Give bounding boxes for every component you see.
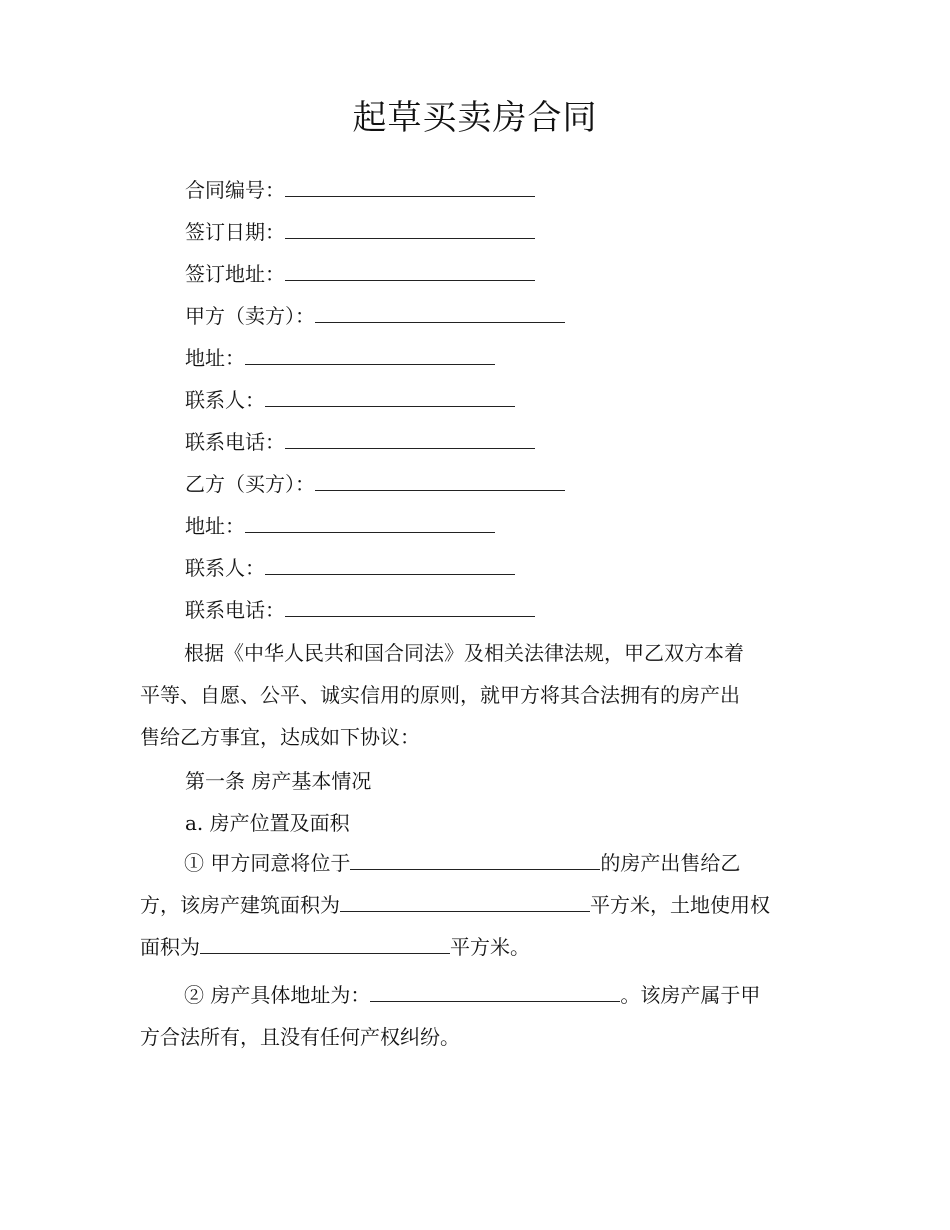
intro-line: 根据《中华人民共和国合同法》及相关法律法规，甲乙双方本着: [184, 641, 744, 665]
item-line: [140, 842, 805, 884]
intro-line: 售给乙方事宜，达成如下协议：: [140, 725, 420, 749]
field-label: 乙方（买方）：: [185, 472, 315, 496]
blank-line: [265, 554, 515, 575]
field-sign-date: [185, 218, 535, 245]
item-text: 面积为: [140, 935, 200, 959]
blank-line: [285, 176, 535, 197]
item-2-paragraph: [140, 974, 805, 1058]
intro-paragraph: [140, 632, 805, 758]
item-text: 。该房产属于甲: [620, 983, 761, 1007]
field-label: 联系人：: [185, 556, 265, 580]
field-party-a-address: [185, 344, 495, 371]
field-party-b: [185, 470, 565, 497]
intro-line: 平等、自愿、公平、诚实信用的原则，就甲方将其合法拥有的房产出: [140, 683, 740, 707]
field-label: 联系人：: [185, 388, 265, 412]
item-text: 的房产出售给乙: [600, 851, 741, 875]
blank-line: [200, 933, 450, 954]
blank-line: [285, 428, 535, 449]
article-heading: 第一条 房产基本情况: [185, 769, 372, 793]
document-title: 起草买卖房合同: [352, 98, 598, 138]
subsection-heading: a. 房产位置及面积: [185, 811, 350, 835]
field-sign-address: [185, 260, 535, 287]
blank-line: [265, 386, 515, 407]
blank-line: [245, 344, 495, 365]
field-party-a-phone: [185, 428, 535, 455]
item-1-paragraph: [140, 842, 805, 968]
item-text: 方，该房产建筑面积为: [140, 893, 340, 917]
blank-line: [315, 302, 565, 323]
item-text: 平方米，土地使用权: [590, 893, 770, 917]
blank-line: [245, 512, 495, 533]
field-label: 地址：: [185, 514, 245, 538]
field-label: 甲方（卖方）：: [185, 304, 315, 328]
blank-line: [285, 260, 535, 281]
field-label: 签订地址：: [185, 262, 285, 286]
blank-line: [350, 849, 600, 870]
field-contract-number: [185, 176, 535, 203]
field-label: 地址：: [185, 346, 245, 370]
field-label: 联系电话：: [185, 430, 285, 454]
field-party-b-address: [185, 512, 495, 539]
item-text: 平方米。: [450, 935, 530, 959]
blank-line: [340, 891, 590, 912]
field-label: 联系电话：: [185, 598, 285, 622]
blank-line: [285, 596, 535, 617]
item-text: ① 甲方同意将位于: [184, 851, 351, 875]
item-line: [140, 884, 805, 926]
field-label: 合同编号：: [185, 178, 285, 202]
field-party-b-contact: [185, 554, 515, 581]
item-line: [140, 974, 805, 1016]
item-line: [140, 926, 805, 968]
blank-line: [370, 981, 620, 1002]
field-label: 签订日期：: [185, 220, 285, 244]
field-party-a-contact: [185, 386, 515, 413]
item-line: 方合法所有，且没有任何产权纠纷。: [140, 1025, 460, 1049]
field-party-a: [185, 302, 565, 329]
item-text: ② 房产具体地址为：: [184, 983, 371, 1007]
blank-line: [285, 218, 535, 239]
field-party-b-phone: [185, 596, 535, 623]
blank-line: [315, 470, 565, 491]
